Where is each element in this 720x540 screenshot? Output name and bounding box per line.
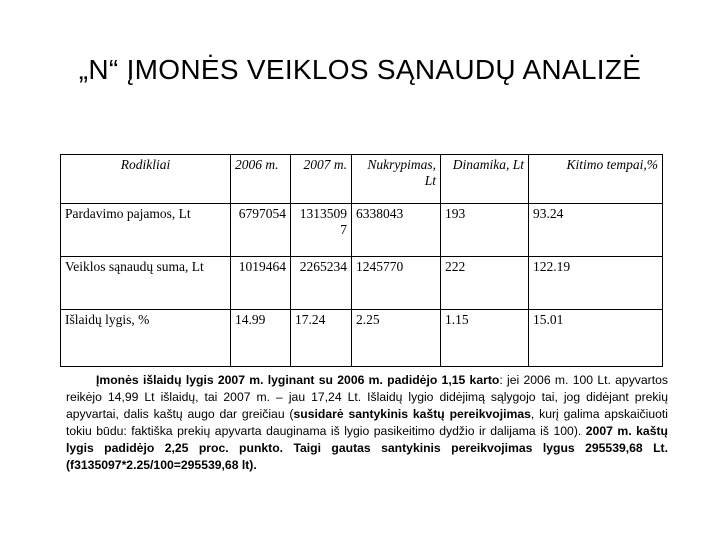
- table-header-row: [61, 155, 663, 204]
- header-dynamics: Dinamika, Lt: [441, 155, 529, 204]
- note-text-4: , kurį galima apskaičiuoti tokiu būdu: faktiška prekių apyvarta dauginama iš lygio pasikeitimo dydžio ir dalijama iš 100).: [66, 407, 668, 438]
- slide-title: „N“ ĮMONĖS VEIKLOS SĄNAUDŲ ANALIZĖ: [78, 54, 642, 85]
- value-2006: 1019464: [231, 257, 291, 310]
- header-deviation: Nukrypimas, Lt: [352, 155, 441, 204]
- analysis-note: [66, 372, 668, 474]
- value-dynamics: 222: [441, 257, 529, 310]
- value-deviation: 2.25: [352, 310, 441, 367]
- table-row: [61, 310, 663, 367]
- value-2007: 2265234: [291, 257, 352, 310]
- row-label: Veiklos sąnaudų suma, Lt: [61, 257, 231, 310]
- analysis-table: [60, 154, 663, 367]
- value-2007: 13135097: [291, 204, 352, 257]
- note-text-2: : jei 2006 m. 100 Lt. apyvartos reikėjo 14,99 Lt išlaidų, tai 2007 m. – jau 17,24 Lt. Išlaidų lygio didėjimą sąlygojo tai, jog didėjant prekių apyvartai, dalis kaštų augo dar greičiau (: [66, 373, 668, 421]
- value-deviation: 1245770: [352, 257, 441, 310]
- value-deviation: 6338043: [352, 204, 441, 257]
- row-label: Išlaidų lygis, %: [61, 310, 231, 367]
- table-row: [61, 204, 663, 257]
- header-2007: 2007 m.: [291, 155, 352, 204]
- value-2006: 14.99: [231, 310, 291, 367]
- note-bold-5: 2007 m. kaštų lygis padidėjo 2,25 proc. punkto. Taigi gautas santykinis pereikvojimas lygus 295539,68 Lt. (f3135097*2.25/100=295539,68 lt).: [66, 424, 668, 472]
- value-growth-rate: 15.01: [529, 310, 663, 367]
- value-dynamics: 193: [441, 204, 529, 257]
- header-2006: 2006 m.: [231, 155, 291, 204]
- row-label: Pardavimo pajamos, Lt: [61, 204, 231, 257]
- note-bold-3: susidarė santykinis kaštų pereikvojimas: [293, 407, 531, 421]
- value-2007: 17.24: [291, 310, 352, 367]
- value-growth-rate: 93.24: [529, 204, 663, 257]
- value-growth-rate: 122.19: [529, 257, 663, 310]
- note-bold-1: Įmonės išlaidų lygis 2007 m. lyginant su 2006 m. padidėjo 1,15 karto: [96, 373, 500, 387]
- value-2006: 6797054: [231, 204, 291, 257]
- value-dynamics: 1.15: [441, 310, 529, 367]
- table-row: [61, 257, 663, 310]
- header-indicators: Rodikliai: [61, 155, 231, 204]
- header-growth-rate: Kitimo tempai,%: [529, 155, 663, 204]
